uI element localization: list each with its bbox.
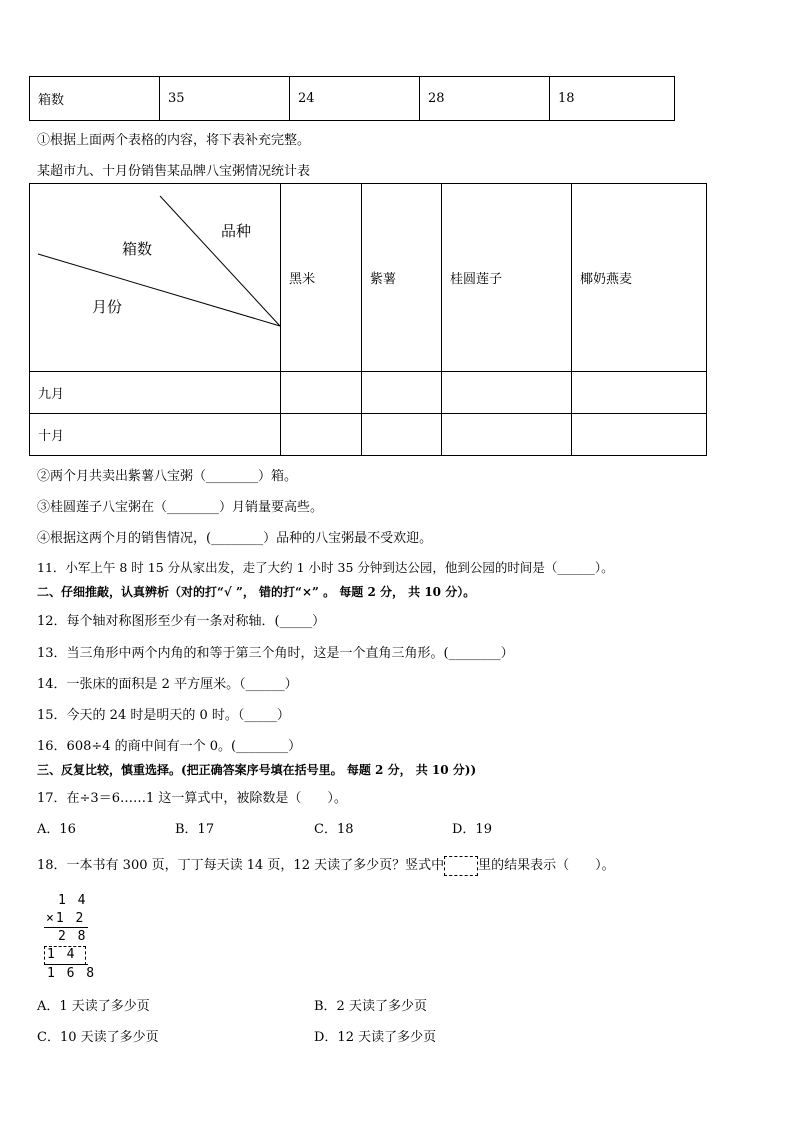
table-cell (281, 372, 362, 414)
calc-line-5: 1 6 8 (47, 966, 97, 981)
column-header: 紫薯 (362, 184, 442, 372)
calc-line-3: 2 8 (58, 929, 88, 944)
header-boxes: 箱数 (122, 240, 153, 258)
table-cell (362, 372, 442, 414)
diagonal-header-cell (30, 184, 281, 372)
top-table-cell: 28 (420, 77, 550, 121)
section-2-heading: 二、仔细推敲，认真辨析（对的打“√ ”， 错的打“×” 。 每题 2 分， 共 10 分）。 (37, 585, 476, 599)
question-13: 13．当三角形中两个内角的和等于第三个角时，这是一个直角三角形。(________） (37, 646, 514, 661)
question-15: 15．今天的 24 时是明天的 0 时。（_____） (37, 708, 290, 723)
top-table-cell: 24 (290, 77, 420, 121)
q17-option-b: B．17 (175, 822, 215, 837)
column-header: 黑米 (281, 184, 362, 372)
diagonal-lines (30, 184, 288, 372)
question-11: 11．小军上午 8 时 15 分从家出发，走了大约 1 小时 35 分钟到达公园，他到公园的时间是（______）。 (37, 560, 614, 575)
stats-table (29, 183, 707, 456)
q17-option-a: A．16 (37, 822, 76, 837)
calc-rule (44, 927, 88, 928)
table-cell (572, 414, 707, 456)
column-header: 桂圆莲子 (442, 184, 572, 372)
table-cell (362, 414, 442, 456)
q18-option-b: B．2 天读了多少页 (314, 999, 427, 1014)
q18-option-a: A．1 天读了多少页 (37, 999, 150, 1014)
row-label: 九月 (30, 372, 281, 414)
calc-line-4: 1 4 (47, 947, 77, 962)
calc-line-2: ×1 2 (46, 911, 86, 926)
q17-option-d: D．19 (452, 822, 492, 837)
top-table (29, 76, 675, 121)
table-cell (442, 414, 572, 456)
q18-option-d: D．12 天读了多少页 (314, 1030, 437, 1045)
question-4: ④根据这两个月的销售情况，(________）品种的八宝粥最不受欢迎。 (37, 531, 433, 546)
table-cell (572, 372, 707, 414)
table-cell (442, 372, 572, 414)
question-18-text-end: 里的结果表示（ ）。 (478, 858, 615, 873)
instruction-1: ①根据上面两个表格的内容，将下表补充完整。 (37, 133, 311, 148)
question-16: 16．608÷4 的商中间有一个 0。(________） (37, 739, 302, 754)
q18-option-c: C．10 天读了多少页 (37, 1030, 159, 1045)
question-18-text: 18．一本书有 300 页，丁丁每天读 14 页，12 天读了多少页？竖式中 (37, 858, 445, 873)
question-17: 17．在÷3＝6……1 这一算式中，被除数是（ ）。 (37, 791, 347, 806)
top-table-label: 箱数 (30, 77, 160, 121)
q17-option-c: C．18 (314, 822, 354, 837)
question-18 (37, 854, 615, 876)
header-variety: 品种 (221, 222, 252, 240)
row-label: 十月 (30, 414, 281, 456)
calc-line-1: 1 4 (58, 893, 88, 908)
question-12: 12．每个轴对称图形至少有一条对称轴．(_____） (37, 614, 326, 629)
header-month: 月份 (92, 298, 123, 316)
section-3-heading: 三、反复比较，慎重选择。(把正确答案序号填在括号里。 每题 2 分， 共 10 分)) (37, 763, 477, 777)
table-title: 某超市九、十月份销售某品牌八宝粥情况统计表 (37, 164, 311, 179)
question-3: ③桂圆莲子八宝粥在（________）月销量要高些。 (37, 500, 324, 515)
column-header: 椰奶燕麦 (572, 184, 707, 372)
top-table-cell: 18 (550, 77, 675, 121)
table-cell (281, 414, 362, 456)
question-2: ②两个月共卖出紫薯八宝粥（________）箱。 (37, 469, 298, 484)
question-14: 14．一张床的面积是 2 平方厘米。（______） (37, 677, 298, 692)
calc-rule (44, 964, 88, 965)
dashed-box-icon (444, 856, 478, 876)
top-table-cell: 35 (160, 77, 290, 121)
